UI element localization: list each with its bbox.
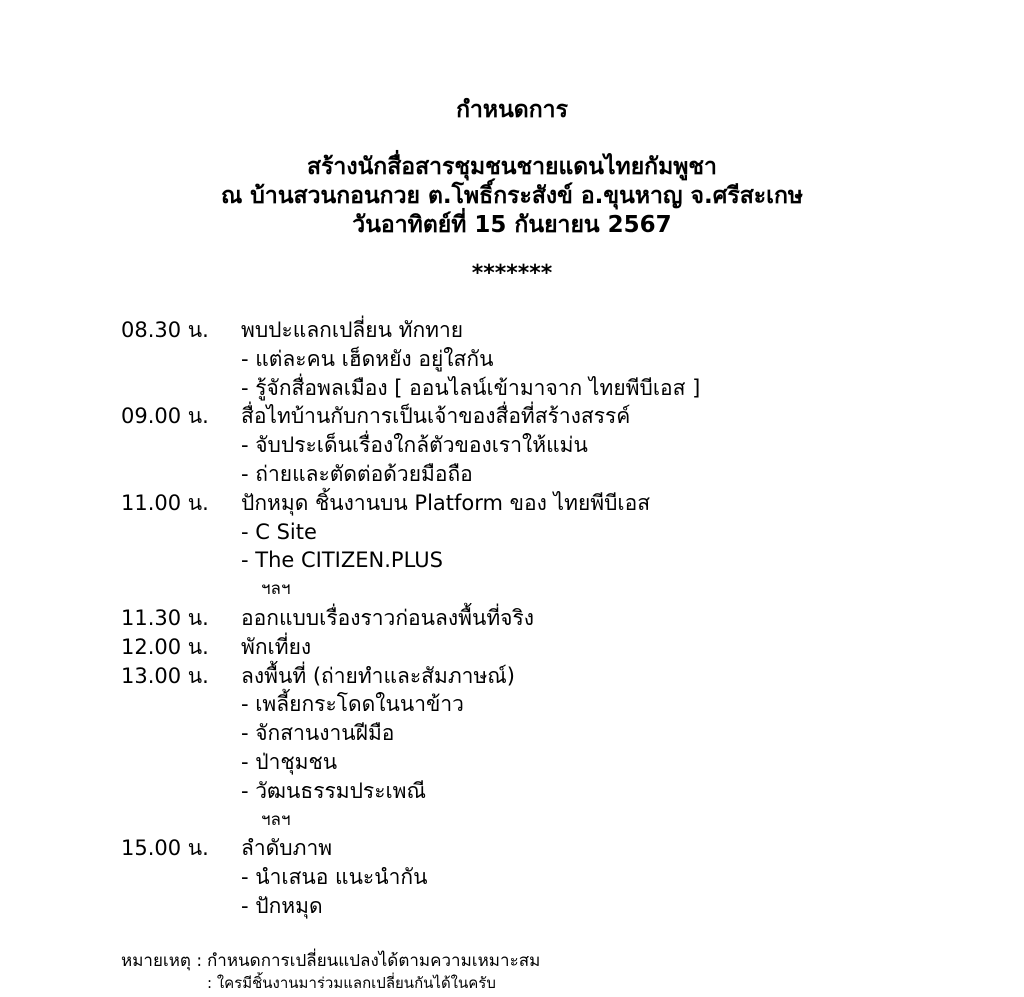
schedule-sub-item: - ป่าชุมชน — [241, 749, 338, 774]
schedule-entry — [121, 316, 921, 402]
schedule-entry — [121, 834, 921, 920]
schedule-entry — [121, 662, 921, 835]
separator-stars: ******* — [471, 261, 553, 286]
schedule-activity: ลงพื้นที่ (ถ่ายทำและสัมภาษณ์) — [241, 663, 515, 688]
schedule-time: 09.00 น. — [121, 404, 209, 429]
footnote — [121, 950, 1001, 994]
schedule-entry — [121, 402, 921, 488]
schedule-time: 11.00 น. — [121, 490, 209, 515]
schedule-activity: ลำดับภาพ — [241, 836, 333, 861]
schedule-sub-item: - จับประเด็นเรื่องใกล้ตัวของเราให้แม่น — [241, 433, 588, 458]
schedule-activity: พักเที่ยง — [241, 634, 312, 659]
project-line: สร้างนักสื่อสารชุมชนชายแดนไทยกัมพูชา — [307, 154, 717, 180]
schedule-activity: ปักหมุด ชิ้นงานบน Platform ของ ไทยพีบีเอส — [241, 490, 651, 515]
schedule-etc: ฯลฯ — [261, 579, 291, 600]
schedule-sub-item: - แต่ละคน เฮ็ดหยัง อยู่ใสกัน — [241, 346, 494, 371]
schedule-etc: ฯลฯ — [261, 809, 291, 830]
schedule-sub-item: - C Site — [241, 519, 317, 544]
schedule-sub-item: - วัฒนธรรมประเพณี — [241, 778, 426, 803]
note-line-1: กำหนดการเปลี่ยนแปลงได้ตามความเหมาะสม — [207, 951, 541, 971]
schedule-sub-item: - รู้จักสื่อพลเมือง [ ออนไลน์เข้ามาจาก ไทยพีบีเอส ] — [241, 375, 701, 400]
schedule-time: 08.30 น. — [121, 318, 209, 342]
schedule-entry — [121, 489, 921, 604]
note-line-2: : ใครมีชิ้นงานมาร่วมแลกเปลี่ยนกันได้ในครับ — [207, 974, 496, 992]
location-line: ณ บ้านสวนกอนกวย ต.โพธิ์กระสังข์ อ.ขุนหาญ จ.ศรีสะเกษ — [220, 183, 804, 209]
schedule-sub-item: - ถ่ายและตัดต่อด้วยมือถือ — [241, 461, 473, 486]
document-heading — [0, 96, 1024, 125]
schedule-entry — [121, 604, 921, 633]
schedule-sub-item: - ปักหมุด — [241, 893, 323, 918]
schedule-sub-item: - เพลี้ยกระโดดในนาข้าว — [241, 692, 464, 717]
schedule-activity: สื่อไทบ้านกับการเป็นเจ้าของสื่อที่สร้างสรรค์ — [241, 404, 631, 429]
note-label: หมายเหตุ : — [121, 951, 203, 971]
heading-text: กำหนดการ — [456, 97, 568, 123]
event-title-block — [0, 153, 1024, 240]
schedule-time: 13.00 น. — [121, 663, 209, 688]
schedule-list — [121, 316, 921, 921]
date-line: วันอาทิตย์ที่ 15 กันยายน 2567 — [352, 212, 672, 238]
schedule-sub-item: - The CITIZEN.PLUS — [241, 548, 443, 573]
schedule-sub-item: - นำเสนอ แนะนำกัน — [241, 865, 428, 890]
schedule-time: 15.00 น. — [121, 836, 209, 861]
schedule-activity: ออกแบบเรื่องราวก่อนลงพื้นที่จริง — [241, 605, 535, 630]
schedule-activity: พบปะแลกเปลี่ยน ทักทาย — [241, 318, 464, 342]
schedule-time: 12.00 น. — [121, 634, 209, 659]
schedule-sub-item: - จักสานงานฝีมือ — [241, 721, 395, 746]
schedule-entry — [121, 633, 921, 662]
schedule-time: 11.30 น. — [121, 605, 209, 630]
